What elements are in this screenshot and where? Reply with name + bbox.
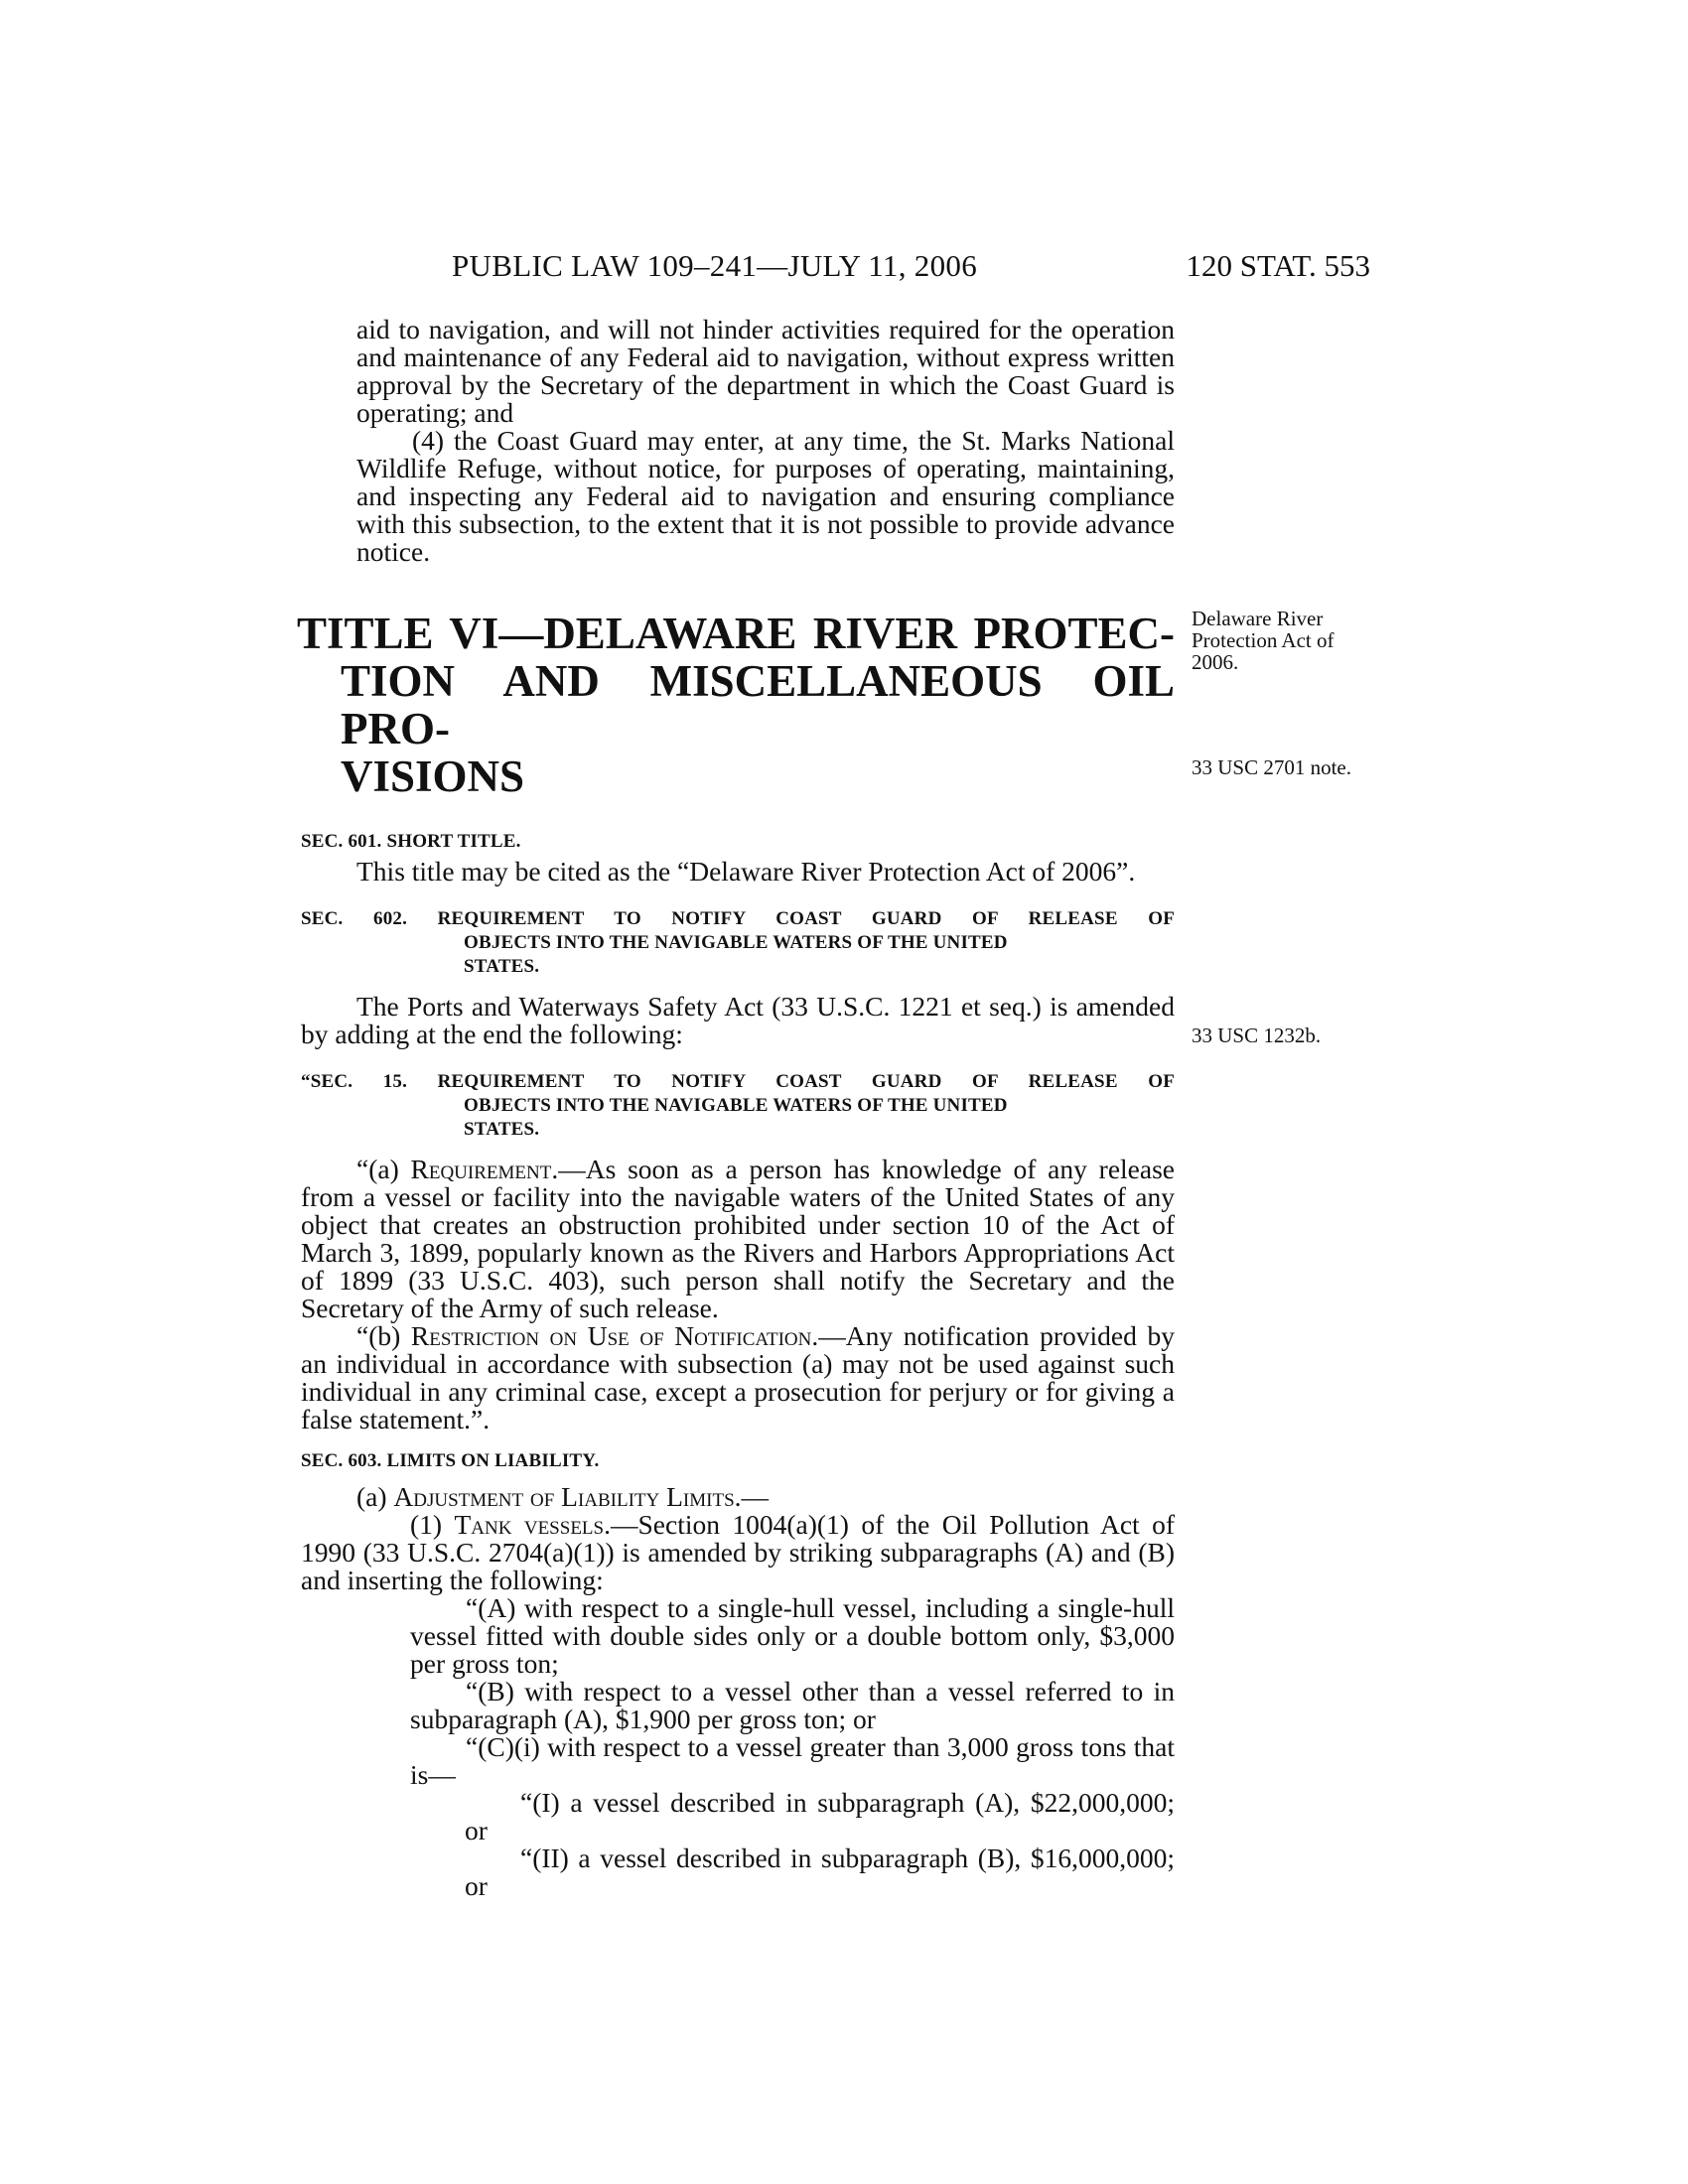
running-head xyxy=(298,248,1370,288)
main-text xyxy=(297,314,1176,1901)
margin-note-act-name: Delaware River Protection Act of 2006. xyxy=(1192,607,1335,674)
title-heading xyxy=(297,610,1175,800)
subparagraph-A: “(A) with respect to a single-hull vessel, including a single-hull vessel fitted with double sides only or a double bottom only, $3,000 per gross ton; xyxy=(410,1592,1175,1679)
subparagraph-C: “(C)(i) with respect to a vessel greater than 3,000 gross tons that is— xyxy=(410,1731,1175,1790)
sec-602-heading: SEC. 602. REQUIREMENT TO NOTIFY COAST GUARD OF RELEASE OF OBJECTS INTO THE NAVIGABLE WATERS OF THE UNITED STATES. xyxy=(301,908,1175,977)
title-line-2: TION AND MISCELLANEOUS OIL PRO- xyxy=(341,656,1175,753)
subclause-II: “(II) a vessel described in subparagraph (B), $16,000,000; or xyxy=(465,1843,1175,1901)
page-citation: 120 STAT. 553 xyxy=(1186,248,1370,283)
subclause-I: “(I) a vessel described in subparagraph (A), $22,000,000; or xyxy=(465,1787,1175,1845)
title-line-1: TITLE VI—DELAWARE RIVER PROTEC- xyxy=(297,609,1175,658)
running-title: PUBLIC LAW 109–241—JULY 11, 2006 xyxy=(452,248,978,283)
sec-15-heading: “SEC. 15. REQUIREMENT TO NOTIFY COAST GUARD OF RELEASE OF OBJECTS INTO THE NAVIGABLE WATERS OF THE UNITED STATES. xyxy=(301,1071,1175,1140)
paragraph-continued: aid to navigation, and will not hinder activities required for the operation and maintenance of any Federal aid to navigation, without express written approval by the Secretary of the department in which the Coast Guard is operating; and xyxy=(356,314,1175,428)
paragraph-4: (4) the Coast Guard may enter, at any time, the St. Marks National Wildlife Refuge, without notice, for purposes of operating, maintaining, and inspecting any Federal aid to navigation and ensuring compliance with this subsection, to the extent that it is not possible to provide advance notice. xyxy=(356,425,1175,567)
sec-15-subsection-a: “(a) Requirement.—As soon as a person has knowledge of any release from a vessel or facility into the navigable waters of the United States of any object that creates an obstruction prohibited under section 10 of the Act of March 3, 1899, popularly known as the Rivers and Harbors Appropriations Act of 1899 (33 U.S.C. 403), such person shall notify the Secretary and the Secretary of the Army of such release. xyxy=(301,1154,1175,1323)
sec-601-heading: SEC. 601. SHORT TITLE. xyxy=(301,831,521,852)
sec-602-text: The Ports and Waterways Safety Act (33 U.S.C. 1221 et seq.) is amended by adding at the end the following: xyxy=(301,991,1175,1049)
margin-note-33-usc-1232b: 33 USC 1232b. xyxy=(1192,1024,1322,1047)
subsection-a-caption: Requirement xyxy=(410,1154,552,1184)
title-line-3: VISIONS xyxy=(341,751,525,801)
tank-vessels-caption: Tank vessels xyxy=(454,1509,605,1540)
margin-note-33-usc-2701: 33 USC 2701 note. xyxy=(1192,755,1352,779)
subsection-b-caption: Restriction on Use of Notification xyxy=(410,1320,812,1351)
sec-601-text: This title may be cited as the “Delaware River Protection Act of 2006”. xyxy=(356,856,1136,887)
sec-15-subsection-b: “(b) Restriction on Use of Notification.—Any notification provided by an individual in accordance with subsection (a) may not be used against such individual in any criminal case, except a prosecution for perjury or for giving a false statement.”. xyxy=(301,1320,1175,1434)
sec-603-heading: SEC. 603. LIMITS ON LIABILITY. xyxy=(301,1450,600,1471)
sec-603-subsection-a: (a) Adjustment of Liability Limits.— xyxy=(356,1481,770,1512)
sec-603-paragraph-1: (1) Tank vessels.—Section 1004(a)(1) of the Oil Pollution Act of 1990 (33 U.S.C. 2704(a)(1)) is amended by striking subparagraphs (A) and (B) and inserting the following: xyxy=(301,1509,1176,1595)
subparagraph-B: “(B) with respect to a vessel other than a vessel referred to in subparagraph (A), $1,900 per gross ton; or xyxy=(410,1676,1175,1734)
sec-603-a-caption: Adjustment of Liability Limits xyxy=(393,1481,735,1512)
